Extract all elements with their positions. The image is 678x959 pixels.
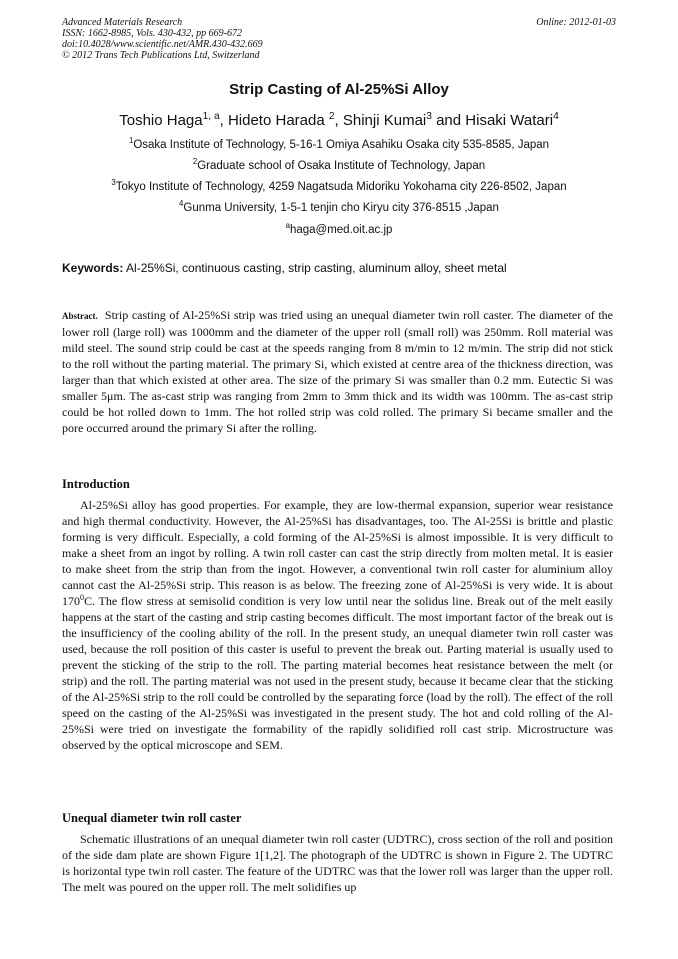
keywords — [62, 261, 622, 275]
keywords-label: Keywords: — [62, 261, 124, 275]
keywords-text: Al-25%Si, continuous casting, strip casting, aluminum alloy, sheet metal — [123, 261, 507, 275]
journal-header — [62, 17, 616, 61]
author-name: , Shinji Kumai — [334, 112, 427, 129]
affiliation-4: $^4$Gunma University, 1-5-1 tenjin cho Kiryu city 376-8515 ,Japan — [179, 199, 499, 214]
doi-line: doi:10.4028/www.scientific.net/AMR.430-432.669 — [62, 39, 263, 50]
abstract-text: Strip casting of Al-25%Si strip was tried using an unequal diameter twin roll caster. The diameter of the lower roll (large roll) was 1000mm and the diameter of the upper roll (small roll) was 250mm. Roll material was mild steel. The sound strip could be cast at the speeds ranging from 8 m/min to 12 m/min. The strip did not stick to the roll without the parting material. The primary Si, which existed at centre area of the thickness direction, was larger than that which existed at other area. The size of the primary Si was smaller than 0.2 mm. Eutectic Si was smaller 5μm. The as-cast strip was ranging from 2mm to 3mm thick and its width was 100mm. The as-cast strip could be hot rolled down to 1mm. The hot rolled strip was cold rolled. The primary Si became smaller and the pore occurred around the primary Si after the rolling. — [62, 308, 614, 435]
author-sup: 2 — [328, 111, 335, 122]
author-name: and Hisaki Watari — [431, 112, 554, 129]
affiliation-2: $^2$Graduate school of Osaka Institute of Technology, Japan — [192, 157, 486, 172]
affiliation-3: $^3$Tokyo Institute of Technology, 4259 Nagatsuda Midoriku Yokohama city 226-8502, Japan — [111, 178, 567, 193]
introduction-paragraph: Al-25%Si alloy has good properties. For example, they are low-thermal expansion, superior wear resistance and high thermal conductivity. However, the Al-25%Si has disadvantages, too. The Al-25Si is brittle and plastic forming is very difficult. Especially, a cold forming of the Al-25%Si is almost impossible. It is very difficult to make a sheet from an ingot by rolling. A twin roll caster can cast the strip directly from molten metal. It is easier to make sheet from the strip than from the ingot. However, a conventional twin roll caster for aluminium alloy cannot cast the Al-25%Si strip. This reason is as below. The freezing zone of Al-25%Si is very wide. It is about $170^0C$. The flow stress at semisolid condition is very low until near the solidus line. Break out of the melt easily happens at the start of the casting and strip casting becomes difficult. The most important factor of the break out is the insufficiency of the cooling ability of the roll. In the present study, an unequal diameter twin roll caster was used, because the roll position of this caster is useful to prevent the break out. Parting material is usually used to prevent the sticking of the strip to the roll. The parting material becomes heat resistance between the melt (or strip) and the roll. The parting material was not used in the present study, because it became clear that the sticking of the Al-25%Si strip to the roll could be controlled by the separating force (load by the roll). The effect of the roll speed on the casting of the Al-25%Si was investigated in the present study. The hot and cold rolling of the Al-25%Si were tried on investigate the formability of the rapidly solidified roll cast strip. Microstructure was observed by the optical microscope and SEM. — [62, 498, 613, 752]
paper-title: Strip Casting of Al-25%Si Alloy — [229, 81, 449, 98]
author-email[interactable]: $^a$haga@med.oit.ac.jp — [285, 221, 393, 236]
abstract — [62, 307, 613, 436]
section-heading-introduction: Introduction — [62, 477, 130, 491]
degree-sup: 0 — [80, 593, 85, 602]
copyright-line: © 2012 Trans Tech Publications Ltd, Switzerland — [62, 50, 260, 61]
section-heading-caster: Unequal diameter twin roll caster — [62, 811, 242, 825]
caster-paragraph: Schematic illustrations of an unequal diameter twin roll caster (UDTRC), cross section of the roll and position of the side dam plate are shown Figure 1[1,2]. The photograph of the UDTRC is shown in Figure 2. The UDTRC is horizontal type twin roll caster. The feature of the UDTRC was that the lower roll was larger than the upper roll. The melt was poured on the upper roll. The melt solidifies up — [62, 832, 613, 894]
author-sup: 4 — [553, 111, 559, 122]
issn-line: ISSN: 1662-8985, Vols. 430-432, pp 669-672 — [62, 28, 242, 39]
author-sup: 3 — [426, 111, 432, 122]
journal-name: Advanced Materials Research — [62, 17, 183, 28]
abstract-label: Abstract. — [62, 311, 98, 321]
author-name: , Hideto Harada — [219, 112, 329, 129]
author-name: Toshio Haga — [119, 112, 203, 129]
author-sup: 1, a — [202, 111, 220, 122]
affiliation-1: $^1$Osaka Institute of Technology, 5-16-1 Omiya Asahiku Osaka city 535-8585, Japan — [128, 136, 550, 151]
author-list — [0, 112, 678, 129]
online-date: Online: 2012-01-03 — [536, 17, 616, 28]
